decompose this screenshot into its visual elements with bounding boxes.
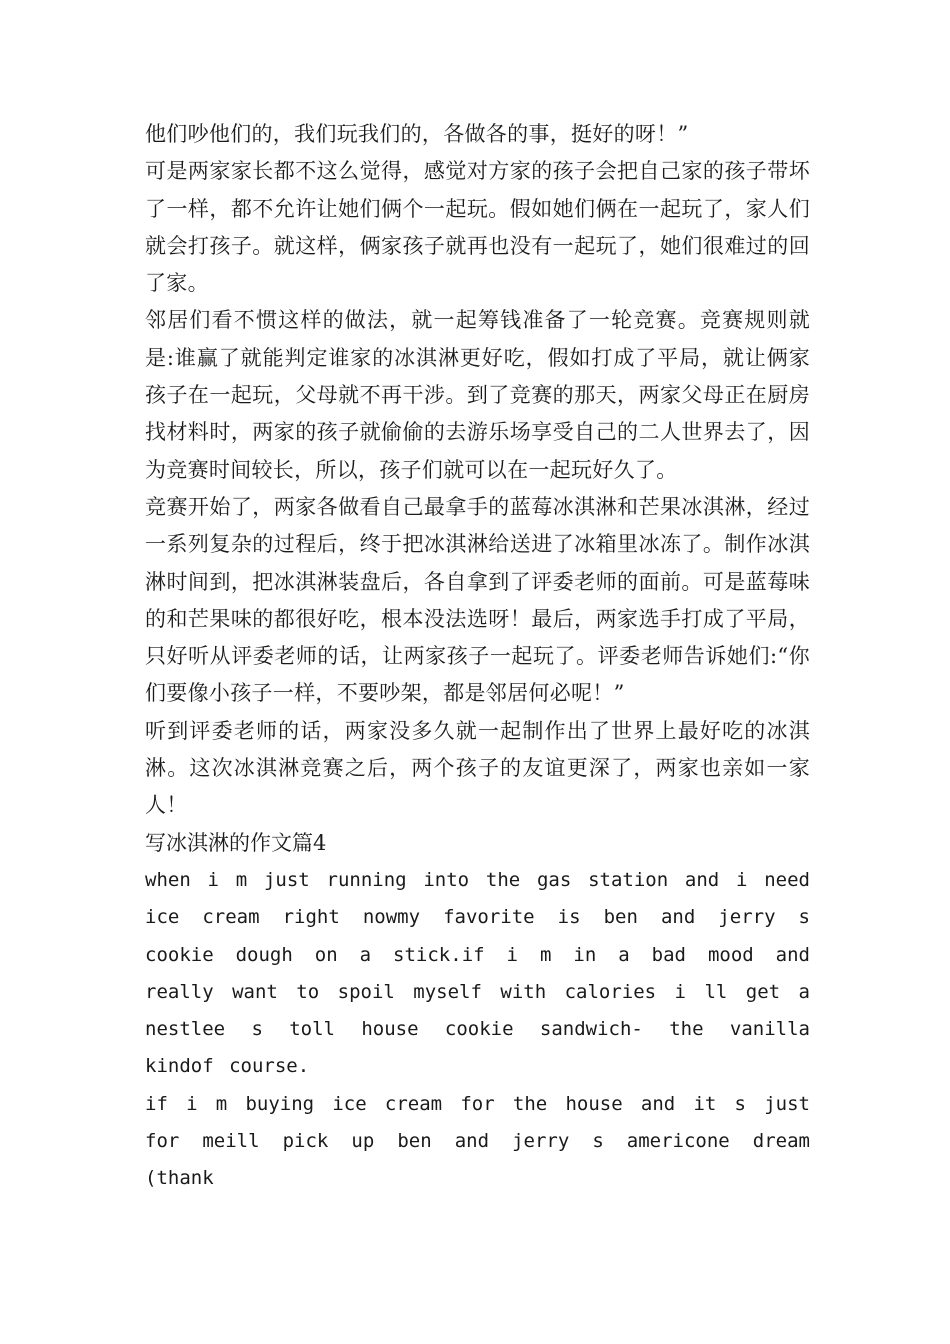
english-paragraph-1: when i m just running into the gas station and i need ice cream right nowmy favorite is ben and jerry s cookie dough on a stick.if i m in a bad mood and really want to spoil myself with calories i ll get a nestlee s toll house cookie sandwich- the vanilla kindof course. [145,868,810,1078]
document-body [145,116,810,1198]
paragraph-5: 听到评委老师的话，两家没多久就一起制作出了世界上最好吃的冰淇淋。这次冰淇淋竞赛之后，两个孩子的友谊更深了，两家也亲如一家人！ [145,718,810,818]
paragraph-2: 可是两家家长都不这么觉得，感觉对方家的孩子会把自己家的孩子带坏了一样，都不允许让她们俩个一起玩。假如她们俩在一起玩了，家人们就会打孩子。就这样，俩家孩子就再也没有一起玩了，她们很难过的回了家。 [145,159,810,296]
english-paragraph-2: if i m buying ice cream for the house and it s just for meill pick up ben and jerry s americone dream (thank [145,1092,810,1190]
paragraph-4: 竞赛开始了，两家各做看自己最拿手的蓝莓冰淇淋和芒果冰淇淋，经过一系列复杂的过程后，终于把冰淇淋给送进了冰箱里冰冻了。制作冰淇淋时间到，把冰淇淋装盘后，各自拿到了评委老师的面前。可是蓝莓味的和芒果味的都很好吃，根本没法选呀！最后，两家选手打成了平局，只好听从评委老师的话，让两家孩子一起玩了。评委老师告诉她们:“你们要像小孩子一样，不要吵架，都是邻居何必呢！” [145,494,810,706]
section-heading: 写冰淇淋的作文篇4 [145,830,327,855]
paragraph-3: 邻居们看不惯这样的做法，就一起筹钱准备了一轮竞赛。竞赛规则就是:谁赢了就能判定谁家的冰淇淋更好吃，假如打成了平局，就让俩家孩子在一起玩，父母就不再干涉。到了竞赛的那天，两家父母正在厨房找材料时，两家的孩子就偷偷的去游乐场享受自己的二人世界去了，因为竞赛时间较长，所以，孩子们就可以在一起玩好久了。 [145,308,810,482]
paragraph-1: 他们吵他们的，我们玩我们的，各做各的事，挺好的呀！” [145,122,689,146]
